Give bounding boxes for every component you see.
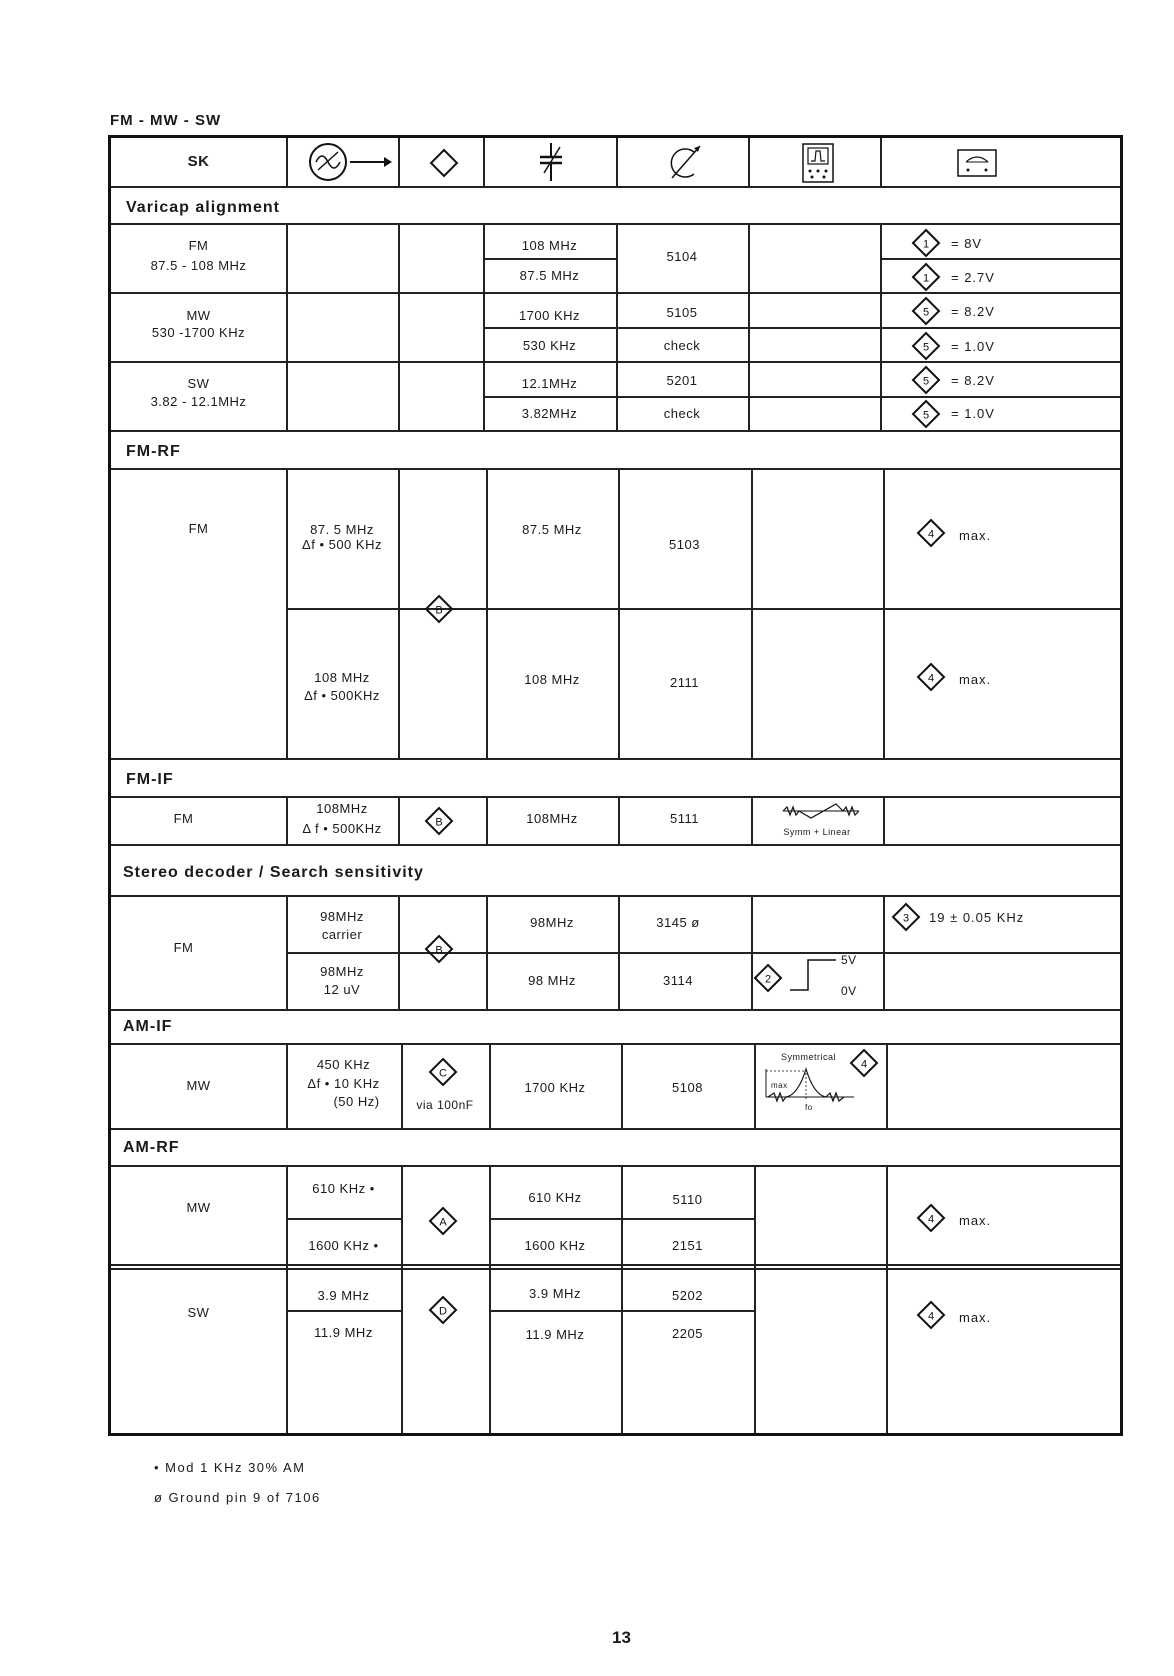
test-point-number: 3 bbox=[902, 912, 910, 925]
fm-rf-gen-2a: 108 MHz bbox=[314, 670, 370, 685]
am-if-via: via 100nF bbox=[416, 1098, 474, 1112]
s-curve-waveform-icon bbox=[781, 800, 861, 827]
varicap-mw-val-1: = 8.2V bbox=[951, 304, 995, 319]
fm-rf-gen-1b: Δf • 500 KHz bbox=[302, 537, 382, 552]
injection-point-d-icon bbox=[428, 1295, 458, 1325]
stereo-coil-2: 3114 bbox=[663, 973, 693, 988]
injection-point-a-icon bbox=[428, 1206, 458, 1236]
am-if-gen-3: (50 Hz) bbox=[333, 1094, 380, 1109]
test-point-2-icon bbox=[753, 963, 783, 993]
varicap-fm-range: 87.5 - 108 MHz bbox=[150, 258, 247, 273]
test-point-5-icon bbox=[911, 365, 941, 395]
test-point-5-icon bbox=[911, 399, 941, 429]
test-point-number: 4 bbox=[927, 528, 935, 541]
varicap-sw-label: SW bbox=[187, 376, 210, 391]
am-if-gen-2: Δf • 10 KHz bbox=[307, 1076, 380, 1091]
stereo-label: FM bbox=[173, 940, 194, 955]
am-if-freq: 1700 KHz bbox=[524, 1080, 586, 1095]
fm-rf-freq-1: 87.5 MHz bbox=[522, 522, 582, 537]
injection-letter: C bbox=[439, 1067, 447, 1080]
test-point-4-icon bbox=[916, 1300, 946, 1330]
injection-point-c-icon bbox=[428, 1057, 458, 1087]
stereo-gen-1b: carrier bbox=[321, 927, 363, 942]
header-sk: SK bbox=[187, 153, 210, 170]
fm-if-coil: 5111 bbox=[670, 811, 699, 826]
test-point-number: 1 bbox=[922, 272, 930, 285]
section-fm-rf: FM-RF bbox=[126, 443, 181, 460]
am-if-scope-fo: fo bbox=[805, 1103, 813, 1112]
injection-point-b-icon bbox=[424, 934, 454, 964]
am-if-label: MW bbox=[186, 1078, 211, 1093]
fm-rf-gen-1a: 87. 5 MHz bbox=[310, 522, 374, 537]
injection-point-b-icon bbox=[424, 594, 454, 624]
varicap-fm-label: FM bbox=[188, 238, 209, 253]
oscilloscope-icon bbox=[801, 142, 835, 189]
test-point-number: 4 bbox=[927, 1310, 935, 1323]
footnote-mod: • Mod 1 KHz 30% AM bbox=[154, 1460, 306, 1475]
stereo-freq-2: 98 MHz bbox=[528, 973, 576, 988]
test-point-4-icon bbox=[916, 518, 946, 548]
stereo-freq-1: 98MHz bbox=[530, 915, 574, 930]
am-if-gen-1: 450 KHz bbox=[316, 1057, 371, 1072]
varicap-sw-val-1: = 8.2V bbox=[951, 373, 995, 388]
section-stereo: Stereo decoder / Search sensitivity bbox=[123, 864, 424, 881]
footnote-ground: ø Ground pin 9 of 7106 bbox=[154, 1490, 321, 1505]
test-point-1-icon bbox=[911, 228, 941, 258]
varicap-sw-coil-2: check bbox=[663, 406, 701, 421]
am-rf-mw-coil-1: 5110 bbox=[672, 1192, 703, 1207]
am-if-scope-max: max bbox=[771, 1081, 788, 1090]
section-fm-if: FM-IF bbox=[126, 771, 174, 788]
fm-rf-coil-2: 2111 bbox=[670, 675, 699, 690]
injection-point-b-icon bbox=[424, 806, 454, 836]
am-rf-sw-gen-1: 3.9 MHz bbox=[317, 1288, 370, 1303]
test-point-number: 4 bbox=[860, 1058, 868, 1071]
section-am-if: AM-IF bbox=[123, 1018, 173, 1035]
step-waveform-icon bbox=[788, 956, 838, 1001]
varicap-sw-range: 3.82 - 12.1MHz bbox=[150, 394, 247, 409]
fm-rf-val-2: max. bbox=[959, 672, 992, 687]
varicap-mw-freq-2: 530 KHz bbox=[522, 338, 577, 353]
am-rf-sw-coil-2: 2205 bbox=[672, 1326, 703, 1341]
test-point-1-icon bbox=[911, 262, 941, 292]
fm-rf-gen-2b: Δf • 500KHz bbox=[304, 688, 380, 703]
injection-letter: B bbox=[435, 944, 443, 957]
am-rf-sw-val: max. bbox=[959, 1310, 992, 1325]
varicap-mw-coil-2: check bbox=[663, 338, 701, 353]
section-am-rf: AM-RF bbox=[123, 1139, 180, 1156]
varicap-fm-coil: 5104 bbox=[666, 249, 698, 264]
am-rf-mw-val: max. bbox=[959, 1213, 992, 1228]
am-rf-mw-freq-2: 1600 KHz bbox=[524, 1238, 586, 1253]
am-rf-sw-gen-2: 11.9 MHz bbox=[314, 1325, 373, 1340]
am-rf-mw-freq-1: 610 KHz bbox=[528, 1190, 582, 1205]
varicap-fm-freq-2: 87.5 MHz bbox=[519, 268, 580, 283]
varicap-mw-coil-1: 5105 bbox=[666, 305, 698, 320]
test-point-number: 5 bbox=[922, 341, 930, 354]
stereo-vhigh: 5V bbox=[841, 953, 857, 967]
varicap-fm-val-2: = 2.7V bbox=[951, 270, 995, 285]
varicap-sw-freq-2: 3.82MHz bbox=[521, 406, 578, 421]
varicap-mw-val-2: = 1.0V bbox=[951, 339, 995, 354]
am-rf-mw-gen-2: 1600 KHz • bbox=[308, 1238, 379, 1253]
alignment-table bbox=[108, 135, 1123, 1436]
fm-rf-coil-1: 5103 bbox=[669, 537, 700, 552]
test-point-number: 4 bbox=[927, 1213, 935, 1226]
test-point-number: 4 bbox=[927, 672, 935, 685]
adjustable-coil-icon bbox=[666, 142, 706, 187]
am-if-scope-title: Symmetrical bbox=[781, 1052, 837, 1062]
varicap-mw-label: MW bbox=[186, 308, 211, 323]
varicap-mw-freq-1: 1700 KHz bbox=[518, 308, 581, 323]
am-rf-sw-freq-1: 3.9 MHz bbox=[529, 1286, 581, 1301]
am-if-coil: 5108 bbox=[672, 1080, 703, 1095]
test-point-number: 5 bbox=[922, 375, 930, 388]
test-point-3-icon bbox=[891, 902, 921, 932]
stereo-gen-1a: 98MHz bbox=[320, 909, 364, 924]
varicap-sw-val-2: = 1.0V bbox=[951, 406, 995, 421]
am-rf-sw-label: SW bbox=[187, 1305, 210, 1320]
stereo-gen-2a: 98MHz bbox=[320, 964, 364, 979]
test-point-number: 2 bbox=[764, 973, 772, 986]
test-point-5-icon bbox=[911, 331, 941, 361]
injection-letter: A bbox=[439, 1216, 447, 1229]
test-point-5-icon bbox=[911, 296, 941, 326]
fm-if-scope-caption: Symm + Linear bbox=[783, 827, 851, 837]
test-point-number: 1 bbox=[922, 238, 930, 251]
voltmeter-icon bbox=[956, 148, 998, 183]
page-title: FM - MW - SW bbox=[110, 112, 222, 129]
fm-if-gen-1: 108MHz bbox=[316, 801, 368, 816]
am-rf-mw-gen-1: 610 KHz • bbox=[312, 1181, 375, 1196]
varicap-mw-range: 530 -1700 KHz bbox=[151, 325, 246, 340]
generator-icon bbox=[306, 140, 396, 184]
fm-rf-freq-2: 108 MHz bbox=[524, 672, 580, 687]
test-point-number: 5 bbox=[922, 306, 930, 319]
test-point-4-icon bbox=[916, 662, 946, 692]
stereo-gen-2b: 12 uV bbox=[323, 982, 361, 997]
section-varicap: Varicap alignment bbox=[126, 199, 280, 216]
fm-if-gen-2: Δ f • 500KHz bbox=[302, 821, 382, 836]
fm-rf-label: FM bbox=[188, 521, 209, 536]
varicap-sw-coil-1: 5201 bbox=[666, 373, 698, 388]
varicap-fm-freq-1: 108 MHz bbox=[521, 238, 578, 253]
trimmer-capacitor-icon bbox=[536, 143, 566, 188]
test-point-4-icon bbox=[916, 1203, 946, 1233]
injection-letter: B bbox=[435, 604, 443, 617]
stereo-vlow: 0V bbox=[841, 984, 857, 998]
fm-if-label: FM bbox=[173, 811, 194, 826]
injection-point-icon bbox=[429, 148, 459, 183]
am-rf-sw-freq-2: 11.9 MHz bbox=[525, 1327, 585, 1342]
am-rf-mw-label: MW bbox=[186, 1200, 211, 1215]
test-point-number: 5 bbox=[922, 409, 930, 422]
varicap-fm-val-1: = 8V bbox=[951, 236, 983, 251]
am-rf-mw-coil-2: 2151 bbox=[672, 1238, 703, 1253]
injection-letter: D bbox=[439, 1305, 447, 1318]
stereo-val-1: 19 ± 0.05 KHz bbox=[929, 910, 1025, 925]
fm-if-freq: 108MHz bbox=[526, 811, 578, 826]
fm-rf-val-1: max. bbox=[959, 528, 992, 543]
varicap-sw-freq-1: 12.1MHz bbox=[521, 376, 578, 391]
injection-letter: B bbox=[435, 816, 443, 829]
stereo-coil-1: 3145 ø bbox=[656, 915, 700, 930]
page-number: 13 bbox=[612, 1628, 631, 1647]
am-rf-sw-coil-1: 5202 bbox=[672, 1288, 703, 1303]
